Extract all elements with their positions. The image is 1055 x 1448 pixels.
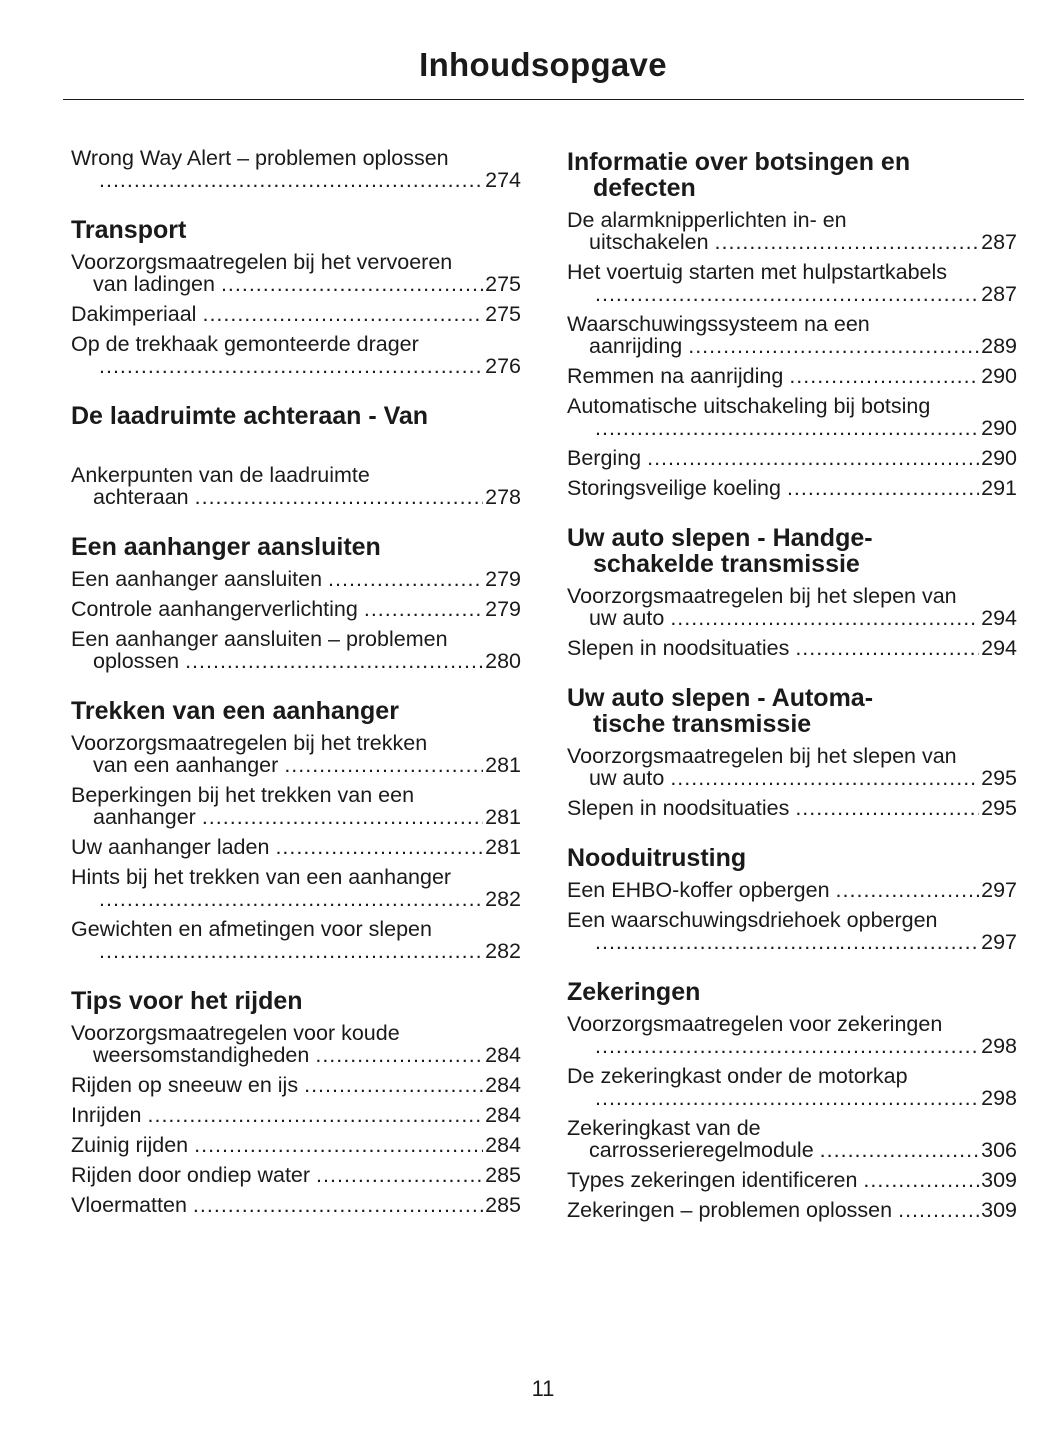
toc-entry[interactable] — [567, 797, 1017, 819]
entry-line — [567, 797, 1017, 819]
entry-line-continued — [567, 1035, 1017, 1057]
entry-title: Controle aanhangerverlichting — [71, 597, 358, 621]
dot-leader — [328, 568, 483, 590]
entry-line-continued — [71, 888, 521, 910]
entry-title: Op de trekhaak gemonteerde drager — [71, 332, 419, 356]
entry-line-continued — [567, 1139, 1017, 1161]
toc-entry[interactable] — [71, 836, 521, 858]
dot-leader — [364, 598, 483, 620]
entry-title: Uw aanhanger laden — [71, 835, 270, 859]
dot-leader — [148, 1104, 484, 1126]
entry-title: Voorzorgsmaatregelen bij het vervoeren — [71, 250, 453, 274]
entry-page-number: 309 — [981, 1198, 1017, 1222]
section-heading — [71, 988, 521, 1014]
entry-line — [567, 1065, 1017, 1087]
heading-text: Transport — [71, 216, 187, 244]
entry-title: Een aanhanger aansluiten – problemen — [71, 627, 448, 651]
dot-leader — [221, 273, 483, 295]
toc-entry[interactable] — [71, 866, 521, 910]
entry-title: Wrong Way Alert – problemen oplossen — [71, 146, 449, 170]
toc-entry[interactable] — [567, 585, 1017, 629]
entry-title: Een EHBO-koffer opbergen — [567, 878, 830, 902]
entry-line — [71, 1194, 521, 1216]
entry-page-number: 290 — [981, 446, 1017, 470]
entry-line — [567, 365, 1017, 387]
entry-page-number: 291 — [981, 476, 1017, 500]
entry-page-number: 275 — [485, 272, 521, 296]
page-title: Inhoudsopgave — [419, 46, 667, 83]
entry-title: Zuinig rijden — [71, 1133, 189, 1157]
page-number: 11 — [531, 1376, 555, 1401]
entry-line — [567, 447, 1017, 469]
toc-entry[interactable] — [71, 464, 521, 508]
dot-leader — [795, 797, 979, 819]
entry-page-number: 290 — [981, 416, 1017, 440]
dot-leader — [284, 754, 483, 776]
heading-text: schakelde transmissie — [593, 550, 860, 578]
section-heading — [71, 698, 521, 724]
toc-entry[interactable] — [71, 1074, 521, 1096]
entry-line-continued — [567, 931, 1017, 953]
entry-title: Voorzorgsmaatregelen bij het slepen van — [567, 584, 957, 608]
entry-line — [567, 395, 1017, 417]
entry-title-continued: achteraan — [93, 485, 189, 509]
entry-line — [71, 628, 521, 650]
toc-entry[interactable] — [71, 1134, 521, 1156]
entry-title-continued: uw auto — [589, 766, 665, 790]
entry-page-number: 287 — [981, 282, 1017, 306]
heading-text: Een aanhanger aansluiten — [71, 533, 381, 561]
section-heading — [567, 845, 1017, 871]
entry-page-number: 290 — [981, 364, 1017, 388]
entry-line — [71, 251, 521, 273]
entry-line — [71, 866, 521, 888]
entry-line — [71, 1022, 521, 1044]
entry-page-number: 284 — [485, 1103, 521, 1127]
entry-line-continued — [71, 754, 521, 776]
entry-title-continued: weersomstandigheden — [93, 1043, 310, 1067]
entry-title: Waarschuwingssysteem na een — [567, 312, 870, 336]
entry-page-number: 294 — [981, 606, 1017, 630]
entry-line — [71, 784, 521, 806]
entry-line-continued — [567, 335, 1017, 357]
dot-leader — [595, 417, 979, 439]
entry-page-number: 278 — [485, 485, 521, 509]
dot-leader — [715, 231, 980, 253]
entry-page-number: 294 — [981, 636, 1017, 660]
entry-page-number: 281 — [485, 805, 521, 829]
entry-line-continued — [71, 355, 521, 377]
entry-line — [567, 1169, 1017, 1191]
dot-leader — [647, 447, 979, 469]
entry-page-number: 276 — [485, 354, 521, 378]
heading-text: Nooduitrusting — [567, 844, 747, 872]
entry-title: Zekeringen – problemen oplossen — [567, 1198, 893, 1222]
entry-line — [71, 836, 521, 858]
toc-entry[interactable] — [71, 628, 521, 672]
entry-page-number: 280 — [485, 649, 521, 673]
toc-left-column — [71, 147, 521, 1224]
entry-line-continued — [71, 650, 521, 672]
dot-leader — [202, 303, 483, 325]
dot-leader — [193, 1194, 483, 1216]
heading-text: Uw auto slepen - Handge- — [567, 524, 873, 552]
section-heading — [71, 534, 521, 560]
dot-leader — [304, 1074, 483, 1096]
toc-entry[interactable] — [567, 1199, 1017, 1221]
entry-title: Voorzorgsmaatregelen voor zekeringen — [567, 1012, 943, 1036]
entry-title: Inrijden — [71, 1103, 142, 1127]
dot-leader — [836, 879, 980, 901]
entry-title: Storingsveilige koeling — [567, 476, 781, 500]
dot-leader — [820, 1139, 979, 1161]
heading-text: defecten — [593, 174, 696, 202]
toc-entry[interactable] — [71, 333, 521, 377]
dot-leader — [595, 283, 979, 305]
heading-text: Informatie over botsingen en — [567, 148, 911, 176]
dot-leader — [202, 806, 483, 828]
entry-title: Beperkingen bij het trekken van een — [71, 783, 415, 807]
entry-page-number: 285 — [485, 1163, 521, 1187]
toc-entry[interactable] — [567, 395, 1017, 439]
toc-entry[interactable] — [567, 477, 1017, 499]
entry-title: Slepen in noodsituaties — [567, 796, 790, 820]
toc-entry[interactable] — [567, 745, 1017, 789]
entry-title: Vloermatten — [71, 1193, 187, 1217]
entry-title-continued: aanhanger — [93, 805, 196, 829]
dot-leader — [863, 1169, 979, 1191]
entry-page-number: 298 — [981, 1034, 1017, 1058]
entry-line — [71, 1104, 521, 1126]
entry-title: Gewichten en afmetingen voor slepen — [71, 917, 432, 941]
entry-title: Een waarschuwingsdriehoek opbergen — [567, 908, 938, 932]
toc-entry[interactable] — [71, 303, 521, 325]
entry-line-continued — [567, 1087, 1017, 1109]
entry-page-number: 295 — [981, 766, 1017, 790]
toc-entry[interactable] — [71, 251, 521, 295]
entry-line-continued — [71, 806, 521, 828]
toc-entry[interactable] — [567, 1169, 1017, 1191]
entry-line — [567, 313, 1017, 335]
entry-page-number: 309 — [981, 1168, 1017, 1192]
entry-line — [567, 1013, 1017, 1035]
dot-leader — [316, 1164, 483, 1186]
dot-leader — [595, 1035, 979, 1057]
entry-title: Hints bij het trekken van een aanhanger — [71, 865, 452, 889]
entry-page-number: 279 — [485, 567, 521, 591]
entry-line — [567, 879, 1017, 901]
toc-entry[interactable] — [567, 909, 1017, 953]
entry-line — [71, 1074, 521, 1096]
dot-leader — [789, 365, 979, 387]
entry-title-continued: uw auto — [589, 606, 665, 630]
entry-title-continued: aanrijding — [589, 334, 683, 358]
entry-title-continued: uitschakelen — [589, 230, 709, 254]
entry-line — [71, 333, 521, 355]
entry-title: De alarmknipperlichten in- en — [567, 208, 847, 232]
entry-line-continued — [567, 767, 1017, 789]
toc-entry[interactable] — [71, 1164, 521, 1186]
entry-line — [71, 1134, 521, 1156]
heading-text: De laadruimte achteraan - Van — [71, 402, 429, 430]
entry-page-number: 284 — [485, 1073, 521, 1097]
entry-line-continued — [567, 607, 1017, 629]
entry-line-continued — [567, 417, 1017, 439]
entry-page-number: 281 — [485, 835, 521, 859]
section-heading — [71, 217, 521, 243]
entry-title: Types zekeringen identificeren — [567, 1168, 858, 1192]
heading-text: tische transmissie — [593, 710, 812, 738]
dot-leader — [670, 767, 979, 789]
toc-entry[interactable] — [567, 209, 1017, 253]
toc-entry[interactable] — [567, 879, 1017, 901]
toc-entry[interactable] — [71, 147, 521, 191]
dot-leader — [787, 477, 979, 499]
toc-entry[interactable] — [567, 1013, 1017, 1057]
entry-page-number: 297 — [981, 930, 1017, 954]
entry-line — [567, 1117, 1017, 1139]
entry-line — [567, 745, 1017, 767]
entry-line-continued — [567, 231, 1017, 253]
entry-page-number: 295 — [981, 796, 1017, 820]
entry-line-continued — [567, 283, 1017, 305]
dot-leader — [595, 931, 979, 953]
entry-page-number: 281 — [485, 753, 521, 777]
entry-page-number: 274 — [485, 168, 521, 192]
entry-line — [71, 732, 521, 754]
toc-entry[interactable] — [567, 1065, 1017, 1109]
entry-page-number: 297 — [981, 878, 1017, 902]
entry-line — [567, 1199, 1017, 1221]
entry-title: Berging — [567, 446, 642, 470]
entry-page-number: 282 — [485, 887, 521, 911]
entry-title: Ankerpunten van de laadruimte — [71, 463, 370, 487]
dot-leader — [99, 169, 483, 191]
title-divider — [63, 99, 1024, 100]
toc-entry[interactable] — [567, 365, 1017, 387]
entry-line — [71, 464, 521, 486]
section-heading — [567, 979, 1017, 1005]
entry-title: Zekeringkast van de — [567, 1116, 761, 1140]
entry-line-continued — [71, 486, 521, 508]
heading-text: Zekeringen — [567, 978, 701, 1006]
entry-line — [71, 568, 521, 590]
entry-line — [567, 585, 1017, 607]
toc-entry[interactable] — [567, 447, 1017, 469]
heading-text: Uw auto slepen - Automa- — [567, 684, 874, 712]
dot-leader — [99, 940, 483, 962]
entry-line — [567, 909, 1017, 931]
entry-title: Rijden door ondiep water — [71, 1163, 311, 1187]
entry-page-number: 289 — [981, 334, 1017, 358]
entry-line — [567, 637, 1017, 659]
entry-line — [71, 598, 521, 620]
toc-entry[interactable] — [567, 637, 1017, 659]
toc-entry[interactable] — [71, 568, 521, 590]
entry-title: Slepen in noodsituaties — [567, 636, 790, 660]
toc-entry[interactable] — [567, 313, 1017, 357]
entry-title: Automatische uitschakeling bij botsing — [567, 394, 931, 418]
entry-page-number: 275 — [485, 302, 521, 326]
dot-leader — [315, 1044, 483, 1066]
entry-title: Het voertuig starten met hulpstartkabels — [567, 260, 948, 284]
entry-line-continued — [71, 169, 521, 191]
toc-entry[interactable] — [71, 732, 521, 776]
entry-line — [71, 1164, 521, 1186]
dot-leader — [898, 1199, 979, 1221]
entry-title: Voorzorgsmaatregelen voor koude — [71, 1021, 400, 1045]
dot-leader — [795, 637, 979, 659]
entry-title-continued: carrosserieregelmodule — [589, 1138, 814, 1162]
toc-entry[interactable] — [71, 1022, 521, 1066]
heading-text: Trekken van een aanhanger — [71, 697, 399, 725]
entry-line — [567, 477, 1017, 499]
dot-leader — [99, 355, 483, 377]
toc-entry[interactable] — [71, 1194, 521, 1216]
dot-leader — [688, 335, 979, 357]
dot-leader — [275, 836, 483, 858]
toc-right-column — [567, 147, 1017, 1229]
entry-title: Rijden op sneeuw en ijs — [71, 1073, 299, 1097]
entry-page-number: 282 — [485, 939, 521, 963]
toc-entry[interactable] — [71, 918, 521, 962]
toc-entry[interactable] — [567, 1117, 1017, 1161]
dot-leader — [595, 1087, 979, 1109]
entry-title: Remmen na aanrijding — [567, 364, 784, 388]
entry-page-number: 285 — [485, 1193, 521, 1217]
entry-line — [567, 209, 1017, 231]
section-heading — [567, 685, 1017, 737]
entry-line — [71, 147, 521, 169]
entry-line — [567, 261, 1017, 283]
entry-page-number: 284 — [485, 1133, 521, 1157]
heading-text: Tips voor het rijden — [71, 987, 303, 1015]
dot-leader — [99, 888, 483, 910]
entry-line — [71, 918, 521, 940]
entry-line-continued — [71, 940, 521, 962]
dot-leader — [194, 1134, 483, 1156]
entry-page-number: 306 — [981, 1138, 1017, 1162]
toc-entry[interactable] — [71, 598, 521, 620]
entry-title: Een aanhanger aansluiten — [71, 567, 323, 591]
entry-title: De zekeringkast onder de motorkap — [567, 1064, 908, 1088]
section-heading — [567, 525, 1017, 577]
entry-page-number: 279 — [485, 597, 521, 621]
entry-line-continued — [71, 273, 521, 295]
entry-page-number: 298 — [981, 1086, 1017, 1110]
dot-leader — [195, 486, 483, 508]
toc-entry[interactable] — [567, 261, 1017, 305]
dot-leader — [185, 650, 483, 672]
entry-page-number: 287 — [981, 230, 1017, 254]
entry-line — [71, 303, 521, 325]
entry-title: Voorzorgsmaatregelen bij het trekken — [71, 731, 428, 755]
dot-leader — [670, 607, 979, 629]
entry-title-continued: van een aanhanger — [93, 753, 279, 777]
entry-title: Dakimperiaal — [71, 302, 197, 326]
section-heading — [71, 403, 521, 429]
entry-title: Voorzorgsmaatregelen bij het slepen van — [567, 744, 957, 768]
toc-entry[interactable] — [71, 784, 521, 828]
entry-page-number: 284 — [485, 1043, 521, 1067]
entry-line-continued — [71, 1044, 521, 1066]
toc-entry[interactable] — [71, 1104, 521, 1126]
section-heading — [567, 149, 1017, 201]
entry-title-continued: oplossen — [93, 649, 180, 673]
entry-title-continued: van ladingen — [93, 272, 215, 296]
